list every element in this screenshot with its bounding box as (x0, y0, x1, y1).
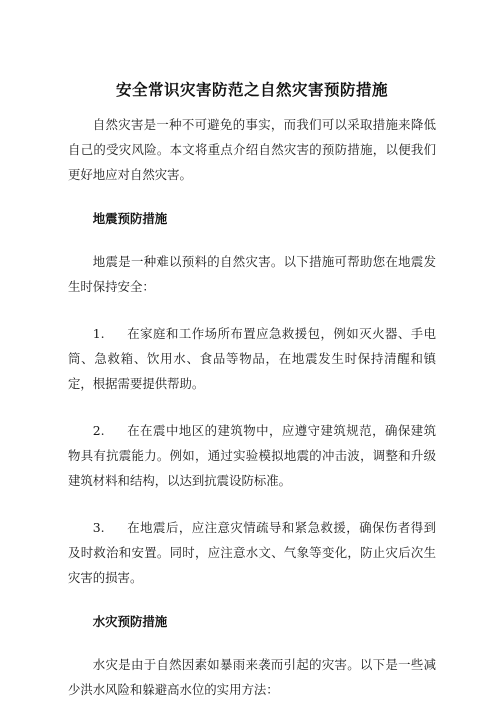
list-item (68, 515, 436, 590)
list-item (68, 418, 436, 493)
section-lead-earthquake: 地震是一种难以预料的自然灾害。以下措施可帮助您在地震发生时保持安全： (68, 254, 436, 294)
list-item-number: 1. (92, 326, 105, 341)
list-item-text: 在地震后，应注意灾情疏导和紧急救援，确保伤者得到及时救治和安置。同时，应注意水文、气象等变化，防止灾后次生灾害的损害。 (68, 520, 436, 585)
section-heading-flood: 水灾预防措施 (92, 614, 168, 629)
section-lead-flood: 水灾是由于自然因素如暴雨来袭而引起的灾害。以下是一些减少洪水风险和躲避高水位的实用方法： (68, 657, 436, 697)
intro-paragraph: 自然灾害是一种不可避免的事实，而我们可以采取措施来降低自己的受灾风险。本文将重点介绍自然灾害的预防措施，以便我们更好地应对自然灾害。 (68, 117, 436, 182)
list-item-number: 3. (92, 520, 105, 535)
list-item-text: 在家庭和工作场所布置应急救援包，例如灭火器、手电筒、急救箱、饮用水、食品等物品，在地震发生时保持清醒和镇定，根据需要提供帮助。 (68, 326, 436, 391)
list-item-number: 2. (92, 423, 105, 438)
document-title: 安全常识灾害防范之自然灾害预防措施 (115, 81, 388, 99)
list-item (68, 321, 436, 396)
list-item-text: 在在震中地区的建筑物中，应遵守建筑规范，确保建筑物具有抗震能力。例如，通过实验模拟地震的冲击波，调整和升级建筑材料和结构，以达到抗震设防标准。 (68, 423, 436, 488)
section-heading-earthquake: 地震预防措施 (92, 211, 168, 226)
